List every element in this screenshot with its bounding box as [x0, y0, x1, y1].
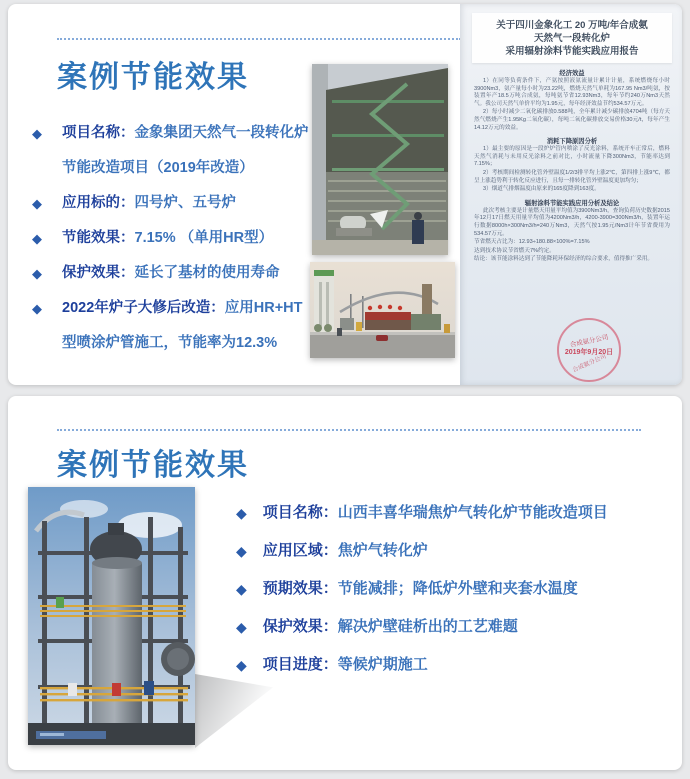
bullet-value: 金象集团天然气一段转化炉节能改造项目（2019年改造） — [62, 125, 309, 176]
report-paragraph: 1）最主要的原因是一段炉炉管内喷涂了反光涂料，系统开车正常后，燃料天然气消耗与未用反光涂料之前对比，小时流量下降300Nm3，节能率达到7.15%； — [474, 146, 670, 168]
report-section-heading: 经济效益 — [559, 70, 585, 77]
diamond-bullet-icon: ◆ — [236, 505, 247, 521]
bullet-item — [236, 502, 666, 524]
report-title-line: 采用辐射涂料节能实践应用报告 — [505, 46, 639, 57]
report-title-line: 天然气一段转化炉 — [533, 33, 610, 44]
diamond-bullet-icon: ◆ — [32, 301, 42, 316]
bullet-item — [32, 116, 322, 186]
bullet-label: 项目名称： — [262, 504, 338, 521]
report-paragraph: 1）在同等负荷条件下，产氨按照液氨流量计累计计量，系统燃烧每小时3900Nm3，氨产量每小时为23.22吨，燃烧天然气单耗为167.95 Nm3/吨氨，按装置年产18.5万吨合成氨，每吨氨节省12.93Nm3，每年节约240万Nm3天然气。我公司天然气单价平均为1.95元，每年经济效益节约534.57万元。 — [474, 78, 670, 107]
bullet-item — [236, 616, 666, 638]
report-paragraph: 此次考核主要是计量燃天用量平均值为3900Nm3/h，查询负荷历史数据2015年12月17日燃天用量平均值为4200Nm3/h，4200-3900=300Nm3/h，装置年运行数据8000h×300Nm3/h=240万Nm3，天然气按1.95元/Nm3计年节省费用为534.57万元。 — [474, 207, 670, 237]
report-section-heading: 消耗下降原因分析 — [546, 138, 598, 146]
report-section-heading: 辐射涂料节能实践应用分析及结论 — [524, 199, 620, 207]
diamond-bullet-icon: ◆ — [32, 266, 42, 281]
slide1-title: 案例节能效果 — [57, 61, 249, 94]
bullet-value: 山西丰喜华瑞焦炉气转化炉节能改造项目 — [337, 504, 608, 521]
diamond-bullet-icon: ◆ — [32, 196, 42, 211]
bullet-item — [236, 578, 666, 600]
bullet-label: 节能效果： — [62, 230, 135, 246]
bullet-value: 7.15% （单用HR型） — [134, 230, 274, 246]
diamond-bullet-icon: ◆ — [32, 126, 42, 141]
report-title — [472, 13, 672, 63]
seal-company-text: 合成氨分公司 — [569, 334, 610, 349]
slide-2 — [8, 396, 682, 770]
slide1-bullet-list — [32, 116, 322, 361]
slide2-bullet-list — [236, 502, 666, 692]
slide-1 — [8, 4, 682, 385]
bullet-item — [32, 221, 322, 256]
furnace-photo — [312, 64, 448, 255]
seal-branch-text: 合成氨分公司 — [571, 353, 608, 374]
reformer-tower-photo — [28, 487, 195, 745]
bullet-label: 保护效果： — [62, 265, 135, 281]
diamond-bullet-icon: ◆ — [236, 657, 247, 673]
bullet-value: 等候炉期施工 — [337, 656, 428, 673]
bullet-label: 2022年炉子大修后改造： — [62, 300, 225, 316]
bullet-label: 应用标的： — [62, 195, 135, 211]
diamond-bullet-icon: ◆ — [32, 231, 42, 246]
bullet-item — [236, 654, 666, 676]
bullet-value: 焦炉气转化炉 — [337, 542, 428, 559]
bullet-label: 预期效果： — [262, 580, 338, 597]
report-paragraph: 2）每小时减少二氧化碳排放0.588吨，全年累计减少碳排放4704吨（每方天然气燃烧产生1.95Kg二氧化碳），每吨二氧化碳排放交易价格30元/t，每年产生14.12万元的效益。 — [474, 109, 670, 131]
bullet-label: 项目名称： — [62, 125, 135, 141]
report-document — [460, 4, 682, 385]
seal-date: 2019年9月20日 — [564, 349, 614, 356]
report-paragraph: 2）考核期间检测转化管外壁温度1/2/3排平均上涨2℃，第四排上涨9℃，都呈上涨趋势利于转化反应进行，且每一排转化管外壁温度更加均匀； — [474, 169, 670, 184]
diamond-bullet-icon: ◆ — [236, 581, 247, 597]
bullet-value: 四号炉、五号炉 — [134, 195, 236, 211]
diamond-bullet-icon: ◆ — [236, 619, 247, 635]
report-paragraph: 3）烟道气排烟温度由原来的165度降到163度。 — [482, 186, 600, 193]
title-dotted-line — [57, 38, 461, 40]
bullet-value: 解决炉壁硅析出的工艺难题 — [337, 618, 518, 635]
bullet-item — [32, 291, 322, 361]
bullet-item — [32, 186, 322, 221]
bullet-label: 保护效果： — [262, 618, 338, 635]
bullet-item — [32, 256, 322, 291]
bullet-value: 应用HR+HT型喷涂炉管施工，节能率为12.3% — [62, 300, 303, 351]
company-seal — [557, 318, 621, 382]
bullet-value: 延长了基材的使用寿命 — [134, 265, 280, 281]
bullet-item — [236, 540, 666, 562]
bullet-value: 节能减排；降低炉外壁和夹套水温度 — [337, 580, 578, 597]
bullet-label: 项目进度： — [262, 656, 338, 673]
report-body — [474, 68, 670, 264]
title-dotted-line — [57, 429, 641, 431]
plant-gate-photo — [310, 262, 455, 358]
report-title-line: 关于四川金象化工 20 万吨/年合成氨 — [496, 20, 648, 31]
report-paragraph: 结论：该节能涂料达到了节能降耗环保经济的综合要求，值得推广采用。 — [474, 256, 654, 263]
report-paragraph: 达到技术协议节省燃天7%约定。 — [474, 247, 555, 254]
report-paragraph: 节省燃天占比为：12.93÷180.88×100%=7.15% — [474, 239, 590, 246]
diamond-bullet-icon: ◆ — [236, 543, 247, 559]
slide2-title: 案例节能效果 — [57, 449, 249, 482]
bullet-label: 应用区域： — [262, 542, 338, 559]
